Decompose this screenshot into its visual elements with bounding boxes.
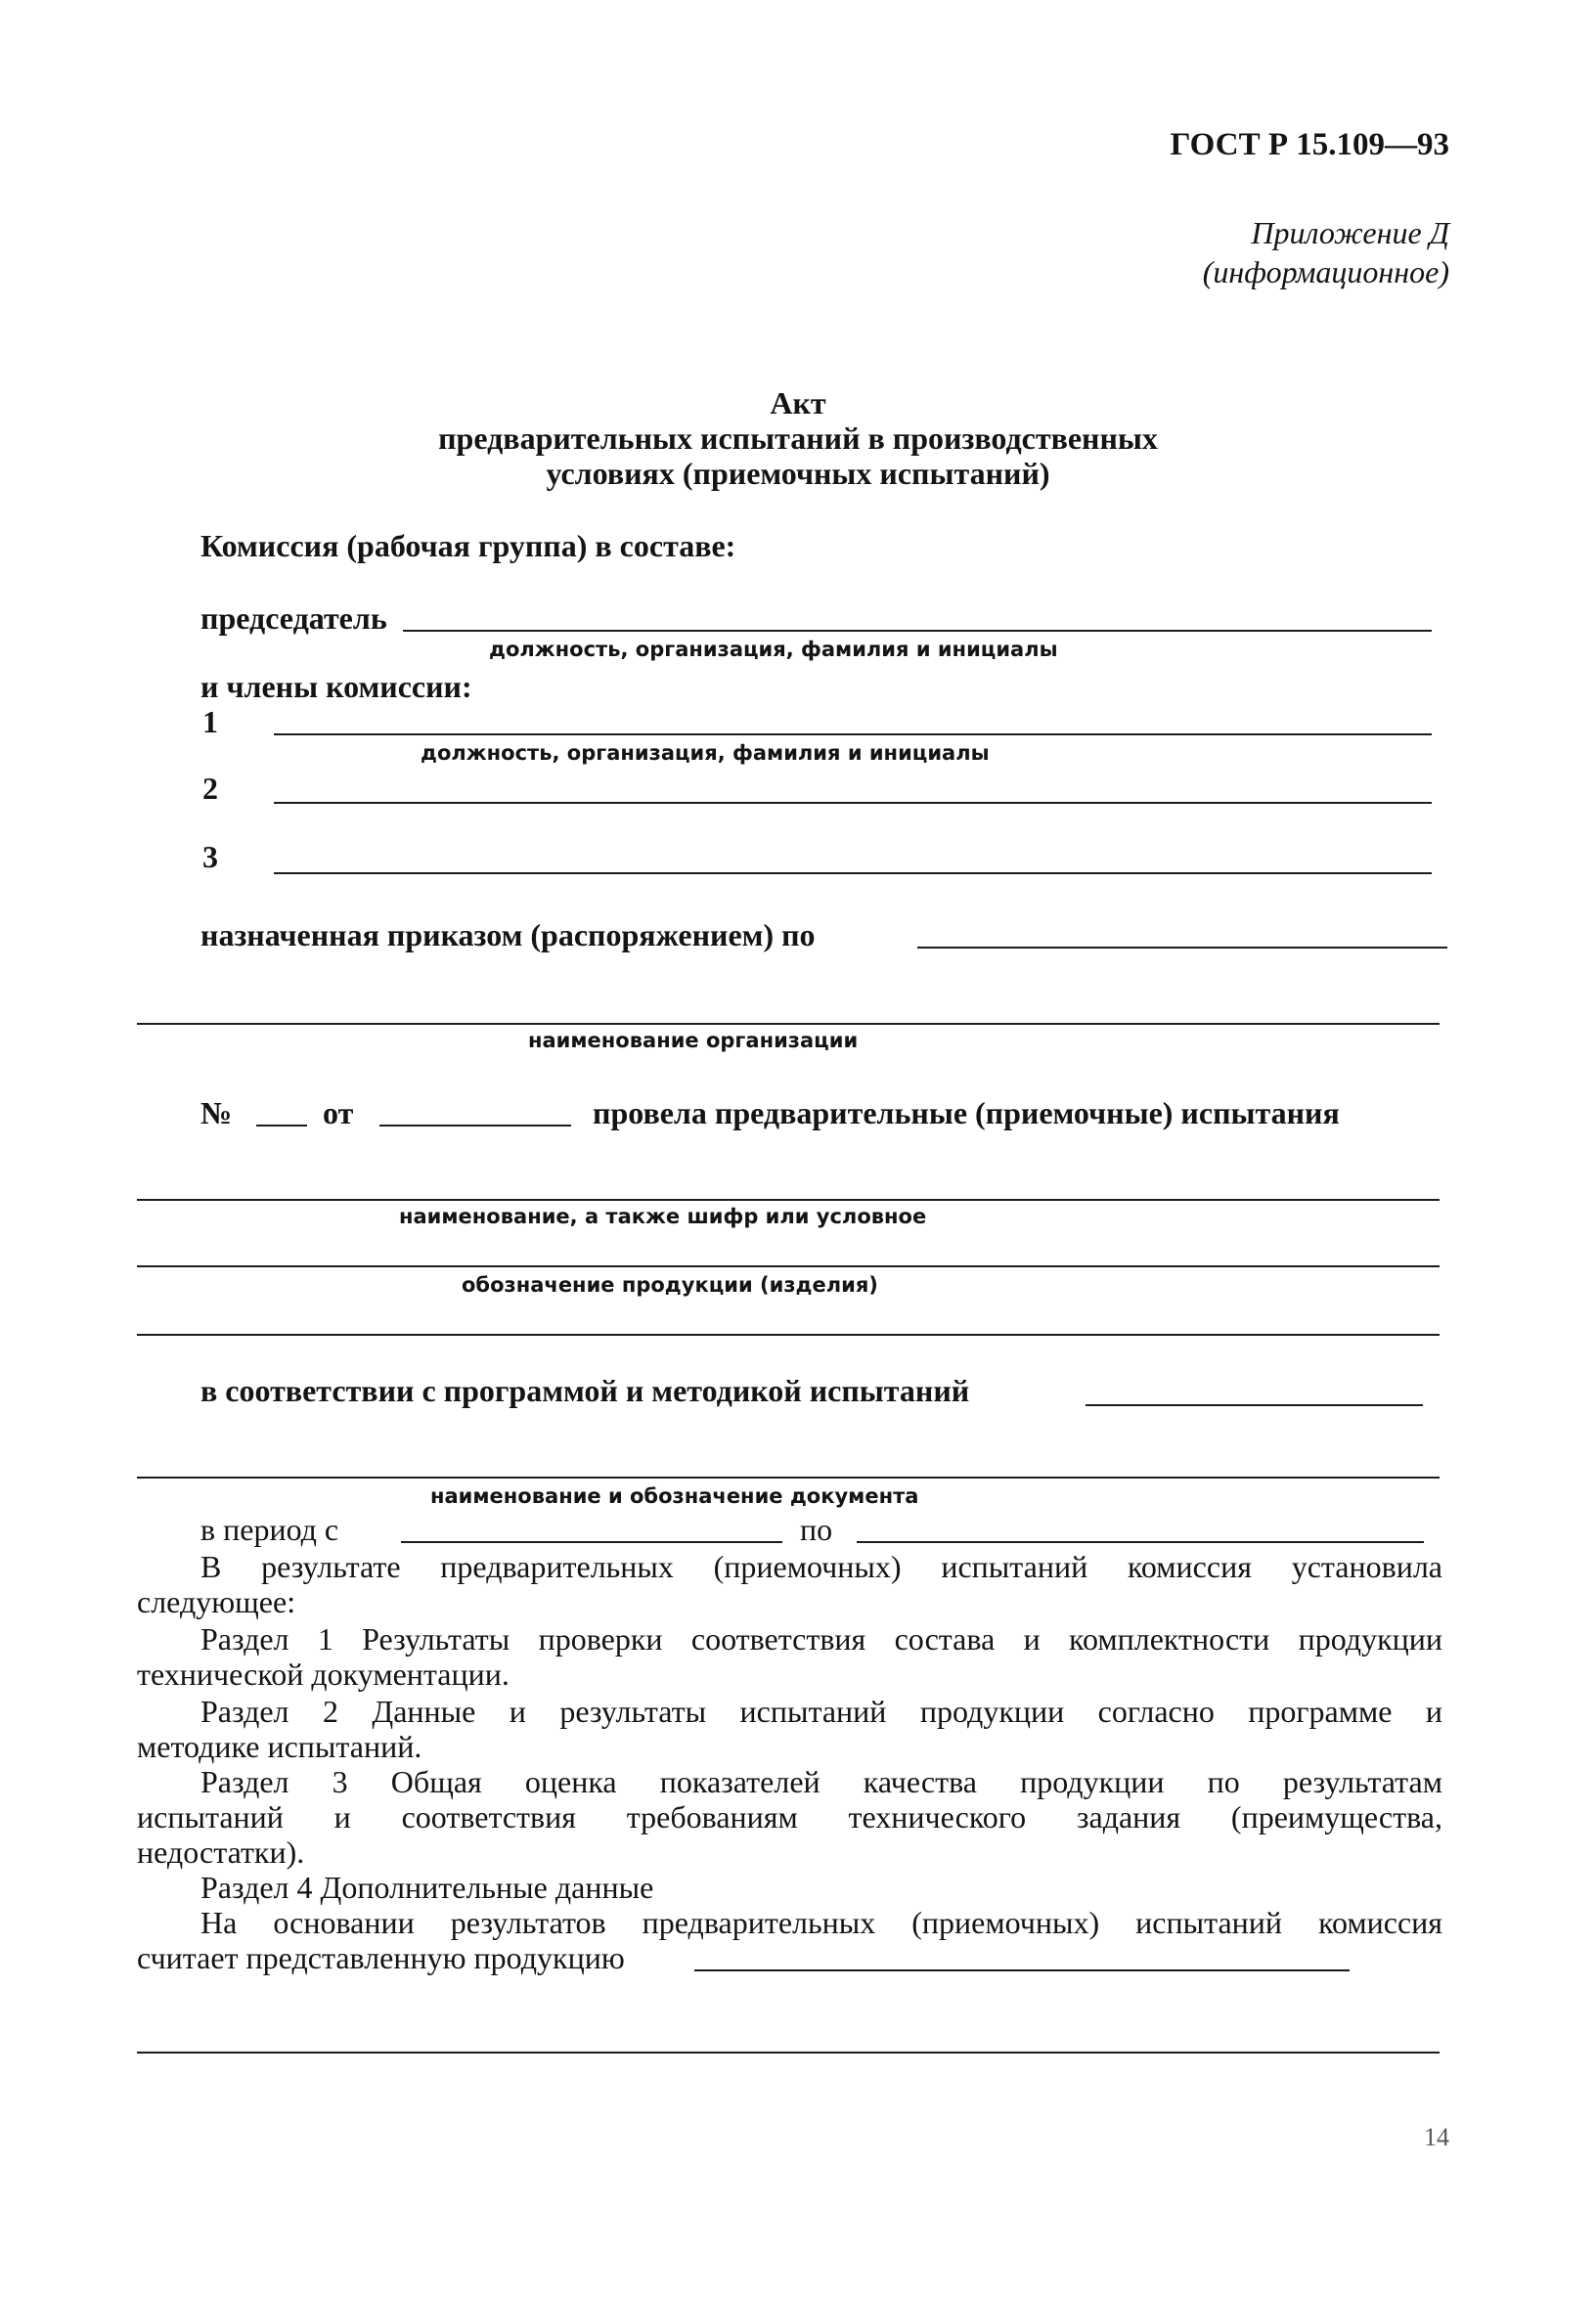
member-1-field[interactable] [274,733,1432,735]
member-number-2: 2 [202,771,218,806]
document-code: ГОСТ Р 15.109—93 [1170,127,1449,162]
act-subtitle-2: условиях (приемочных испытаний) [546,456,1050,491]
chairman-caption: должность, организация, фамилия и инициалы [489,638,1058,661]
section-1-line-1: Раздел 1 Результаты проверки соответствия состава и комплектности продукции [200,1621,1442,1657]
section-3-line-1: Раздел 3 Общая оценка показателей качества продукции по результатам [200,1764,1442,1799]
act-title: Акт [770,385,826,420]
program-field[interactable] [1086,1404,1423,1406]
members-label: и члены комиссии: [200,669,472,704]
page-number: 14 [1424,2123,1449,2151]
members-caption: должность, организация, фамилия и инициалы [421,741,990,765]
conclusion-line-1: На основании результатов предварительных (приемочных) испытаний комиссия [200,1905,1442,1940]
document-field[interactable] [137,1477,1440,1479]
period-from-label: в период с [200,1512,339,1547]
order-number-field[interactable] [256,1125,307,1127]
section-2-line-1: Раздел 2 Данные и результаты испытаний продукции согласно программе и [200,1694,1442,1729]
commission-intro: Комиссия (рабочая группа) в составе: [200,528,736,563]
member-number-1: 1 [202,704,218,739]
product-caption-2: обозначение продукции (изделия) [462,1273,878,1297]
member-2-field[interactable] [274,802,1432,804]
organization-field[interactable] [137,1023,1440,1025]
conclusion-field-2[interactable] [137,2052,1440,2054]
appendix-kind: (информационное) [1202,254,1449,289]
result-paragraph-line-2: следующее: [137,1584,296,1619]
period-start-field[interactable] [401,1541,782,1543]
program-text: в соответствии с программой и методикой испытаний [200,1373,970,1408]
product-caption-1: наименование, а также шифр или условное [399,1205,927,1228]
section-1-line-2: технической документации. [137,1657,510,1692]
product-field-3[interactable] [137,1334,1440,1336]
section-4: Раздел 4 Дополнительные данные [200,1870,654,1905]
conducted-text: провела предварительные (приемочные) испытания [593,1095,1340,1130]
period-end-field[interactable] [857,1541,1424,1543]
appendix-label: Приложение Д [1251,215,1449,250]
organization-caption: наименование организации [528,1029,859,1052]
order-field[interactable] [917,947,1447,949]
section-3-line-2: испытаний и соответствия требованиям технического задания (преимущества, [137,1799,1442,1834]
conclusion-line-2: считает представленную продукцию [137,1940,625,1975]
conclusion-field[interactable] [694,1969,1350,1971]
section-3-line-3: недостатки). [137,1834,305,1870]
chairman-label: председатель [200,600,387,636]
document-caption: наименование и обозначение документа [430,1484,919,1508]
period-to-label: по [800,1512,833,1547]
order-text: назначенная приказом (распоряжением) по [200,917,816,952]
member-3-field[interactable] [274,872,1432,874]
product-field-1[interactable] [137,1199,1440,1201]
product-field-2[interactable] [137,1265,1440,1267]
from-word: от [323,1095,354,1130]
section-2-line-2: методике испытаний. [137,1729,422,1764]
result-paragraph-line-1: В результате предварительных (приемочных) испытаний комиссия установила [200,1549,1442,1584]
chairman-field[interactable] [403,630,1432,632]
act-subtitle-1: предварительных испытаний в производственных [438,420,1158,456]
number-sign: № [200,1095,233,1130]
member-number-3: 3 [202,839,218,874]
order-date-field[interactable] [379,1125,571,1127]
